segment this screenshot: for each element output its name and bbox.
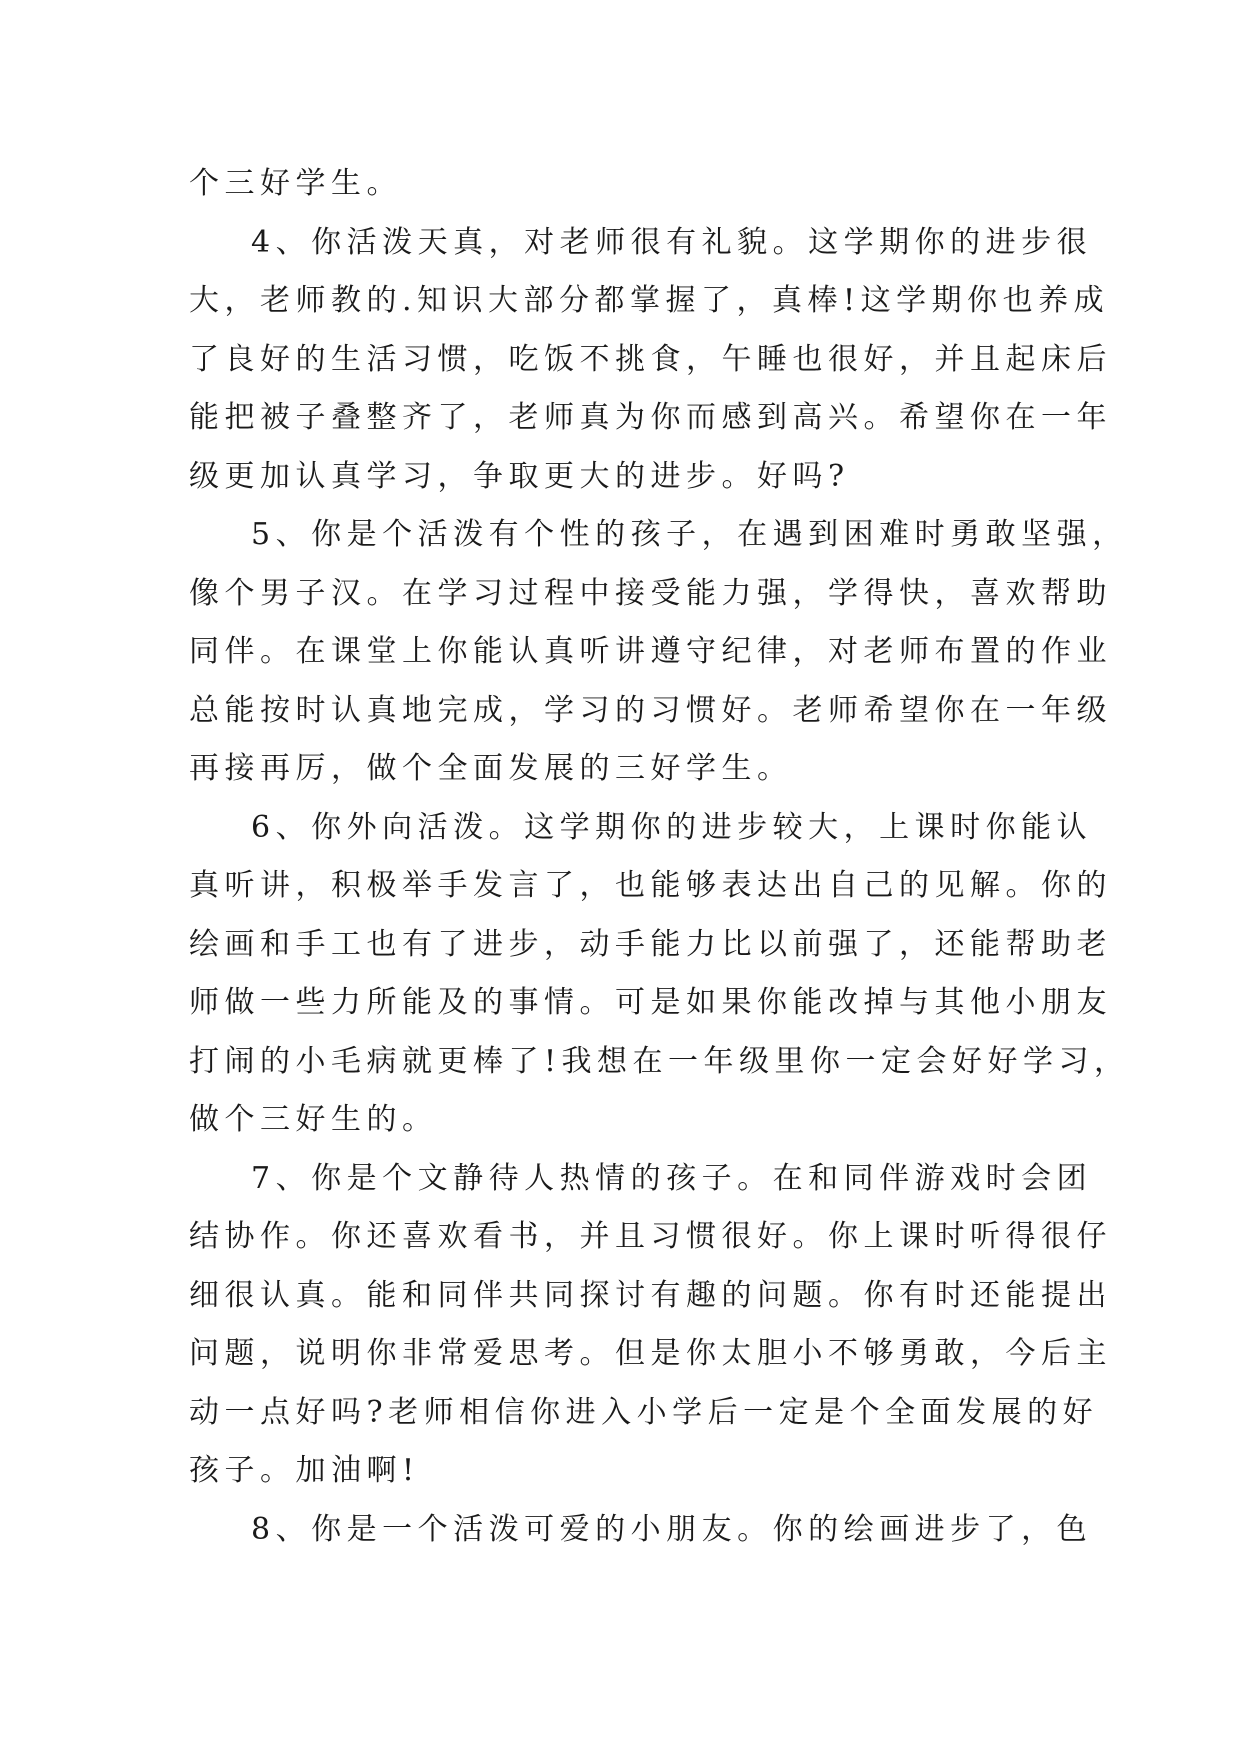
text-line: 能把被子叠整齐了，老师真为你而感到高兴。希望你在一年 xyxy=(189,400,1112,435)
text-line: 大，老师教的.知识大部分都掌握了，真棒!这学期你也养成 xyxy=(189,283,1110,318)
text-line: 像个男子汉。在学习过程中接受能力强，学得快，喜欢帮助 xyxy=(189,575,1112,611)
text-line: 8、你是一个活泼可爱的小朋友。你的绘画进步了，色 xyxy=(251,1511,1093,1547)
text-line: 再接再厉，做个全面发展的三好学生。 xyxy=(189,751,793,786)
paragraph-comment-8 xyxy=(189,1501,1093,1560)
text-line: 结协作。你还喜欢看书，并且习惯很好。你上课时听得很仔 xyxy=(189,1219,1112,1254)
text-line: 4、你活泼天真，对老师很有礼貌。这学期你的进步很 xyxy=(251,224,1093,260)
text-line: 级更加认真学习，争取更大的进步。好吗? xyxy=(189,458,850,494)
text-line: 6、你外向活泼。这学期你的进步较大，上课时你能认 xyxy=(251,809,1093,845)
text-line: 动一点好吗?老师相信你进入小学后一定是个全面发展的好 xyxy=(189,1394,1099,1430)
text-line: 绘画和手工也有了进步，动手能力比以前强了，还能帮助老 xyxy=(189,926,1112,962)
text-line: 同伴。在课堂上你能认真听讲遵守纪律，对老师布置的作业 xyxy=(189,634,1112,669)
paragraph-continued xyxy=(189,155,1057,214)
paragraph-comment-4 xyxy=(189,214,1112,507)
text-line: 孩子。加油啊! xyxy=(189,1453,420,1488)
text-line: 师做一些力所能及的事情。可是如果你能改掉与其他小朋友 xyxy=(189,985,1112,1020)
text-line: 真听讲，积极举手发言了，也能够表达出自己的见解。你的 xyxy=(189,868,1112,903)
text-line: 做个三好生的。 xyxy=(189,1102,438,1137)
text-line: 了良好的生活习惯，吃饭不挑食，午睡也很好，并且起床后 xyxy=(189,341,1112,377)
paragraph-comment-5 xyxy=(189,506,1128,799)
text-line: 个三好学生。 xyxy=(189,166,402,201)
text-line: 5、你是个活泼有个性的孩子，在遇到困难时勇敢坚强， xyxy=(251,517,1128,552)
paragraph-comment-6 xyxy=(189,799,1130,1150)
paragraph-comment-7 xyxy=(189,1150,1112,1501)
document-body xyxy=(189,155,1130,1559)
text-line: 7、你是个文静待人热情的孩子。在和同伴游戏时会团 xyxy=(251,1160,1093,1196)
text-line: 总能按时认真地完成，学习的习惯好。老师希望你在一年级 xyxy=(189,692,1112,728)
text-line: 打闹的小毛病就更棒了!我想在一年级里你一定会好好学习， xyxy=(189,1043,1130,1079)
text-line: 问题，说明你非常爱思考。但是你太胆小不够勇敢，今后主 xyxy=(189,1336,1112,1371)
text-line: 细很认真。能和同伴共同探讨有趣的问题。你有时还能提出 xyxy=(189,1277,1112,1313)
